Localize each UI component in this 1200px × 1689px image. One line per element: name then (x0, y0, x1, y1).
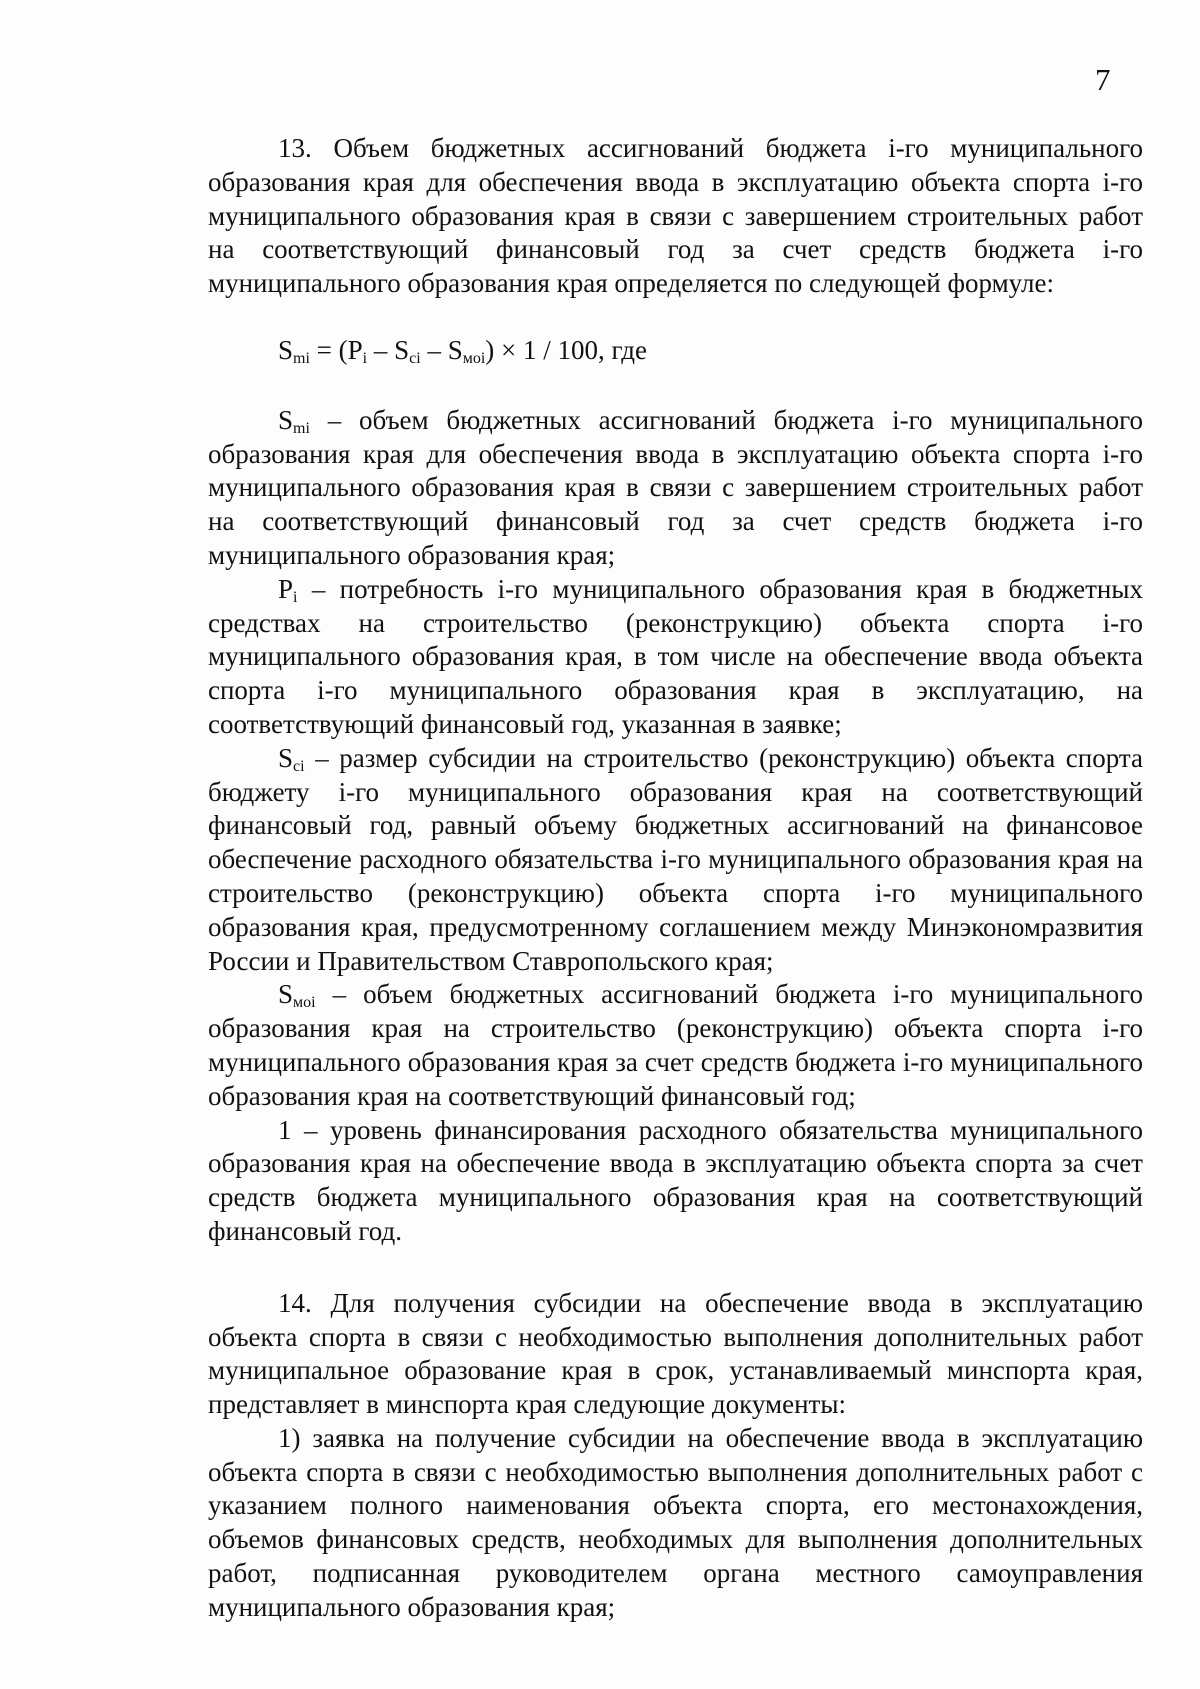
formula-eq-open: = (P (309, 334, 363, 365)
formula-s: S (278, 334, 294, 365)
formula-sub-i: i (362, 349, 368, 367)
definition-pi-symbol: P (278, 573, 294, 604)
definition-pi-subscript: i (293, 588, 298, 606)
formula-sub-mi: mi (293, 349, 310, 367)
paragraph-14: 14. Для получения субсидии на обеспечение ввода в эксплуатацию объекта спорта в связи с необходимостью выполнения дополнительных работ муниципальное образование края в срок, устанавливаемый минспорта края, представляет в минспорта края следующие документы: (208, 1287, 1143, 1420)
document-body (208, 132, 1143, 1625)
formula-tail: ) × 1 / 100, где (485, 334, 647, 365)
formula (208, 334, 1143, 368)
definition-sci (208, 742, 1143, 979)
definition-smi-subscript: mi (293, 419, 310, 437)
definition-smi (208, 404, 1143, 573)
formula-minus-1: – S (367, 334, 410, 365)
paragraph-14-item-1: 1) заявка на получение субсидии на обеспечение ввода в эксплуатацию объекта спорта в связи с необходимостью выполнения дополнительных работ с указанием полного наименования объекта спорта, его местонахождения, объемов финансовых средств, необходимых для выполнения дополнительных работ, подписанная руководителем органа местного самоуправления муниципального образования края; (208, 1422, 1143, 1622)
definition-pi-text: – потребность i-го муниципального образования края в бюджетных средствах на строительство (реконструкцию) объекта спорта i-го муниципального образования края, в том числе на обеспечение ввода объекта спорта i-го муниципального образования края в эксплуатацию, на соответствующий финансовый год, указанная в заявке; (208, 573, 1143, 739)
definition-sci-symbol: S (278, 742, 294, 773)
definition-smi-text: – объем бюджетных ассигнований бюджета i-го муниципального образования края для обеспечения ввода в эксплуатацию объекта спорта i-го муниципального образования края в связи с завершением строительных работ на соответствующий финансовый год за счет средств бюджета i-го муниципального образования края; (208, 404, 1143, 570)
formula-sub-moi: моi (462, 349, 486, 367)
definition-smoi-symbol: S (278, 979, 294, 1010)
definition-smoi-subscript: моi (293, 994, 316, 1012)
definition-sci-subscript: ci (293, 757, 305, 775)
definition-pi (208, 573, 1143, 742)
formula-minus-2: – S (420, 334, 463, 365)
paragraph-13: 13. Объем бюджетных ассигнований бюджета i-го муниципального образования края для обеспечения ввода в эксплуатацию объекта спорта i-го муниципального образования края в связи с завершением строительных работ на соответствующий финансовый год за счет средств бюджета i-го муниципального образования края определяется по следующей формуле: (208, 133, 1143, 299)
definition-sci-text: – размер субсидии на строительство (реконструкцию) объекта спорта бюджету i-го муниципального образования края на соответствующий финансовый год, равный объему бюджетных ассигнований на финансовое обеспечение расходного обязательства i-го муниципального образования края на строительство (реконструкцию) объекта спорта i-го муниципального образования края, предусмотренному соглашением между Минэкономразвития России и Правительством Ставропольского края; (208, 742, 1143, 976)
formula-sub-ci: ci (409, 349, 421, 367)
paragraph-spacer (208, 1249, 1143, 1287)
page-number: 7 (1095, 62, 1111, 97)
definition-smoi (208, 978, 1143, 1113)
definition-1: 1 – уровень финансирования расходного обязательства муниципального образования края на обеспечение ввода в эксплуатацию объекта спорта за счет средств бюджета муниципального образования края на соответствующий финансовый год. (208, 1114, 1143, 1246)
definition-smi-symbol: S (278, 404, 294, 435)
definition-smoi-text: – объем бюджетных ассигнований бюджета i-го муниципального образования края на строительство (реконструкцию) объекта спорта i-го муниципального образования края за счет средств бюджета i-го муниципального образования края на соответствующий финансовый год; (208, 979, 1143, 1111)
